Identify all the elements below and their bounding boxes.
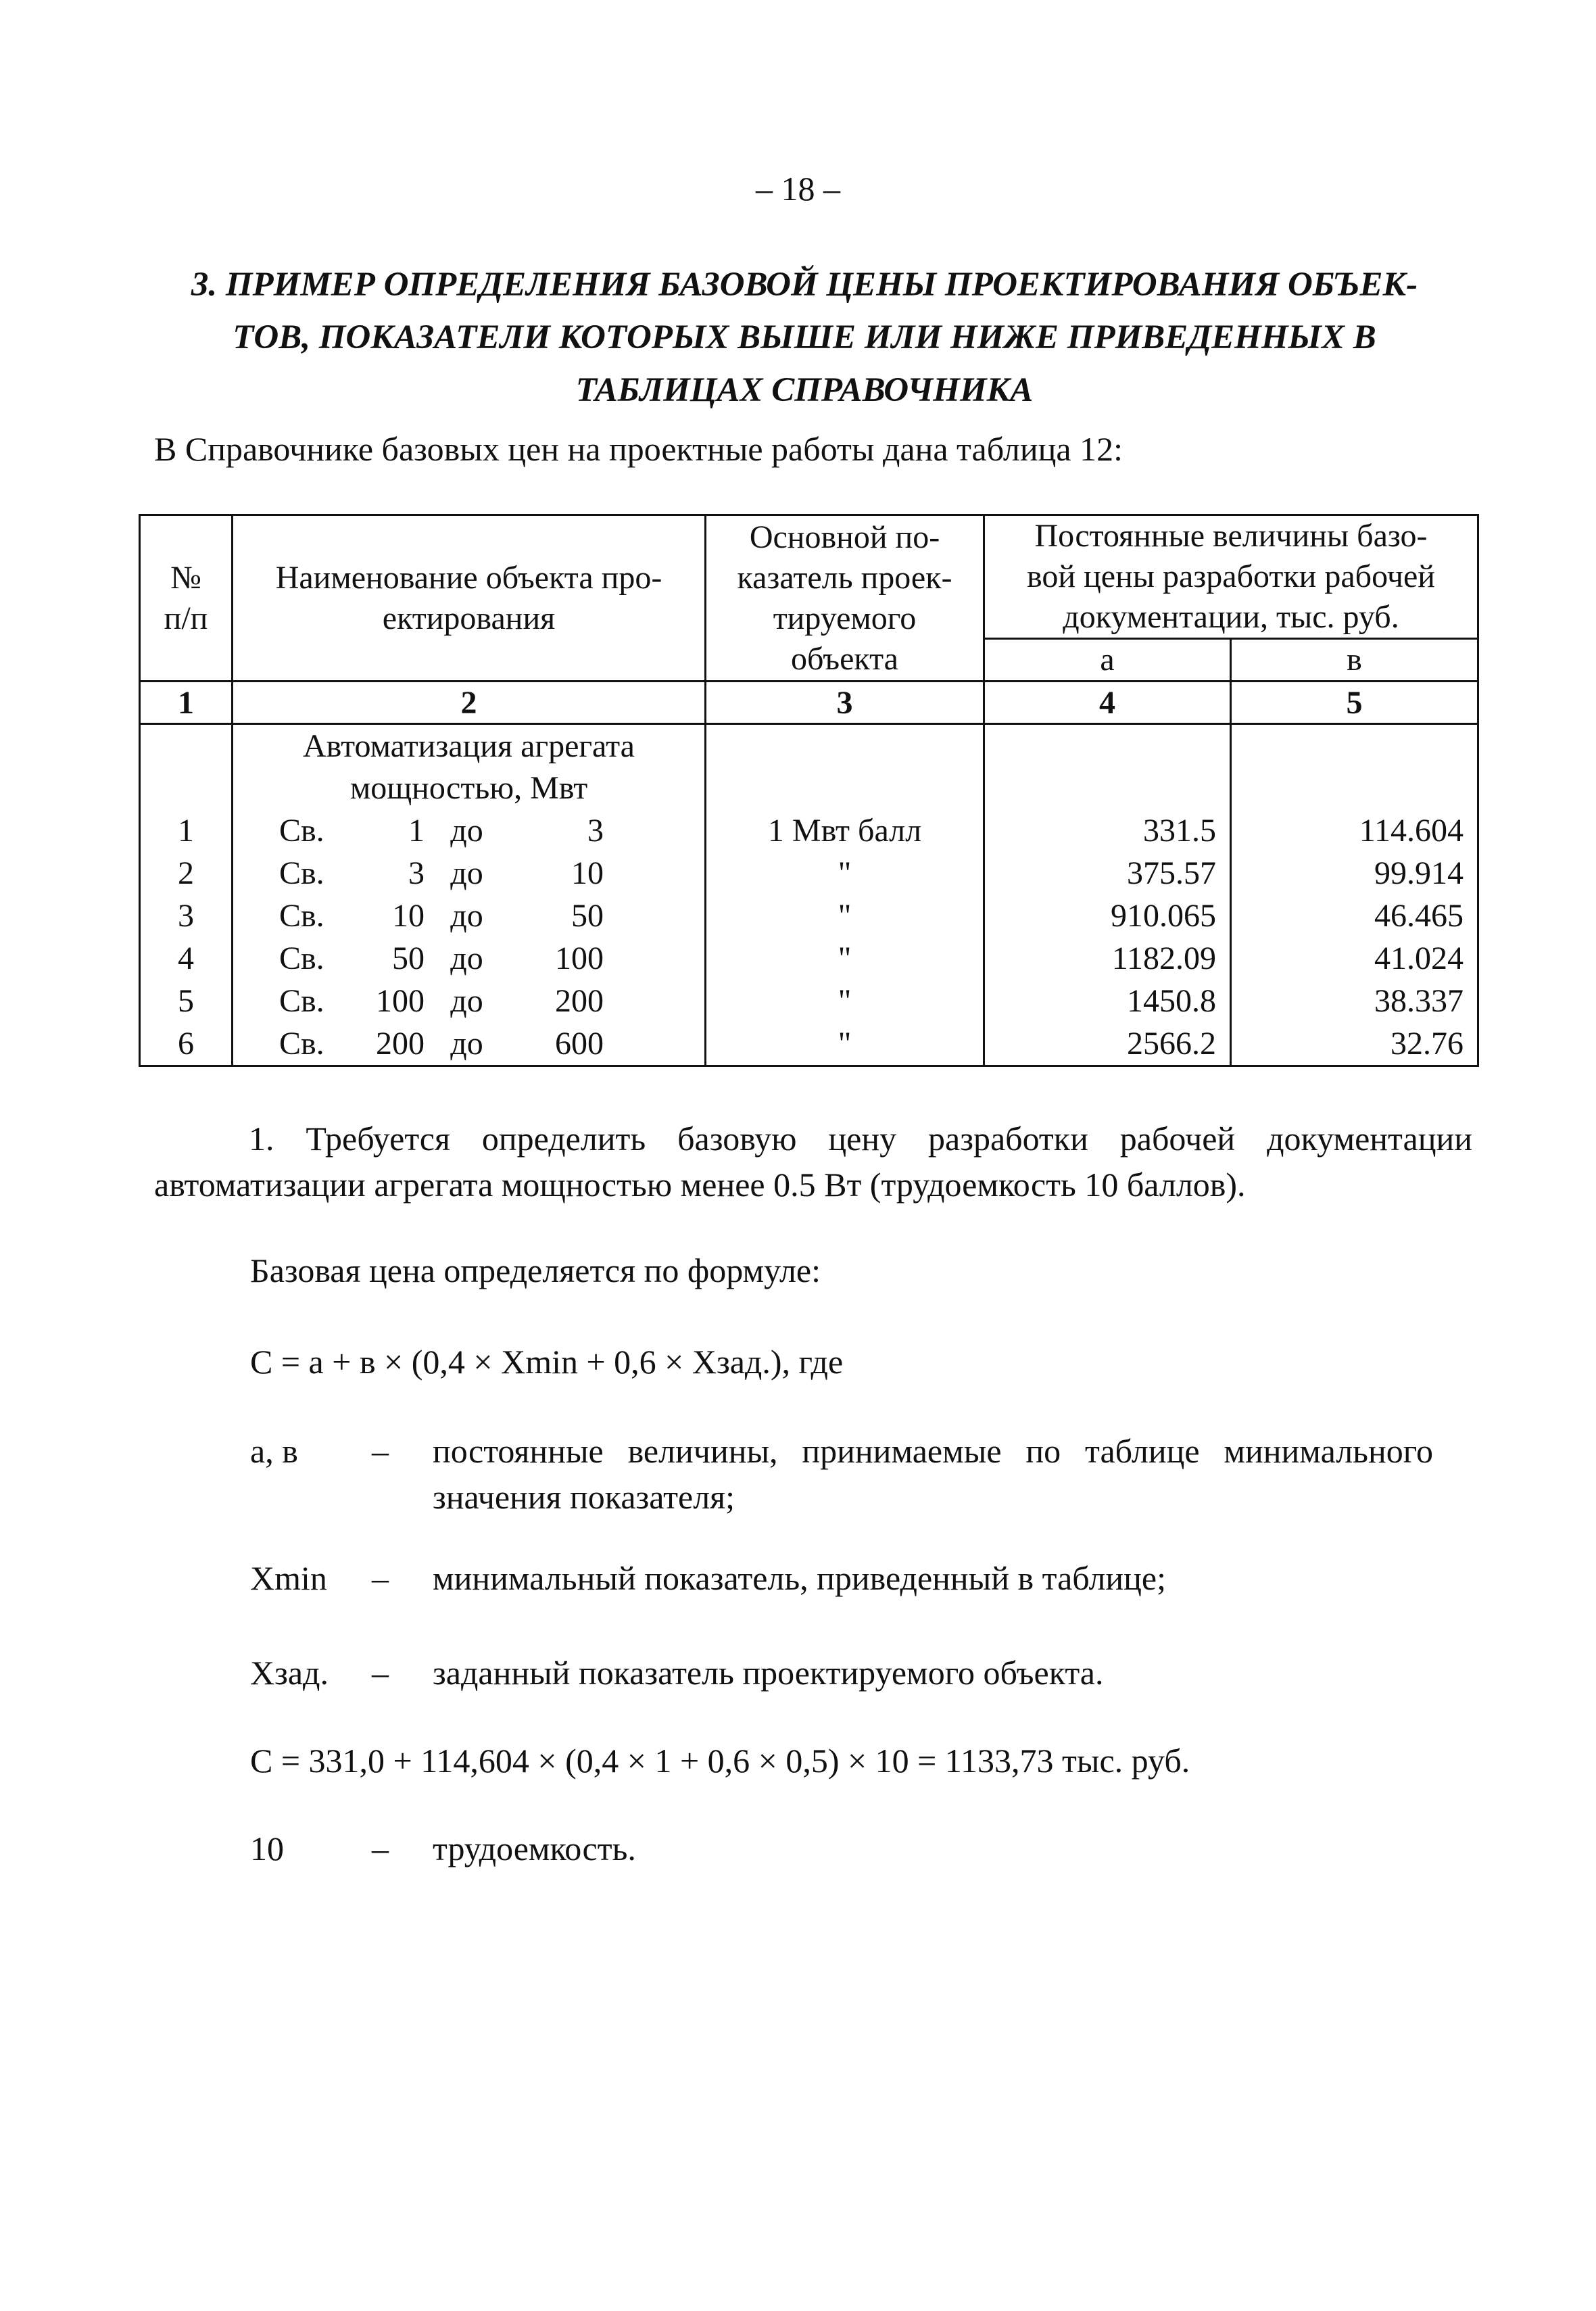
range-to: 600 [555,1026,604,1062]
definition-text [433,1428,1433,1520]
table-header-row [140,515,1478,639]
definition-text-line-1: постоянные величины, принимаемые по таблице минимального [433,1432,1433,1470]
range-from: 3 [408,855,425,891]
value-b-cell: 99.914 [1231,852,1478,895]
indicator-cell: " [706,980,984,1022]
empty-cell [706,724,984,810]
column-number: 4 [984,682,1231,724]
range-to: 3 [587,813,604,849]
section-title-line-3: ТАБЛИЦАХ СПРАВОЧНИКА [575,371,1034,409]
table-row [140,809,1478,852]
table-row [140,1022,1478,1066]
header-object-line-1: Наименование объекта про- [275,559,662,596]
value-a-cell: 375.57 [984,852,1231,895]
group-title-row [140,724,1478,810]
definition-xzad [250,1650,1433,1696]
definition-term: Xзад. [250,1654,329,1692]
header-indicator-line-1: Основной по- [749,519,940,555]
table-row [140,937,1478,980]
group-title-line-1: Автоматизация агрегата [303,728,635,764]
header-number-line-1: № [170,559,201,596]
object-range [233,852,706,895]
value-b-cell: 46.465 [1231,895,1478,937]
range-to: 10 [571,855,604,891]
definition-text-line-2: значения показателя; [433,1478,735,1516]
header-constants-line-3: документации, тыс. руб. [1063,599,1399,635]
row-number: 6 [140,1022,233,1066]
price-table [139,514,1479,1067]
header-indicator [706,515,984,682]
empty-cell [1231,724,1478,810]
row-number: 4 [140,937,233,980]
value-b-cell: 32.76 [1231,1022,1478,1066]
indicator-cell: 1 Мвт балл [706,809,984,852]
definition-dash: – [372,1830,389,1867]
indicator-cell: " [706,1022,984,1066]
range-to-word: до [450,983,483,1019]
row-number: 3 [140,895,233,937]
object-range [233,895,706,937]
row-number: 2 [140,852,233,895]
table-row [140,980,1478,1022]
page-number: – 18 – [756,170,840,208]
header-constants-line-2: вой цены разработки рабочей [1027,558,1435,594]
table-row [140,852,1478,895]
definition-ten [250,1826,1433,1872]
header-number [140,515,233,682]
definition-dash: – [372,1559,389,1597]
range-to: 200 [555,983,604,1019]
object-range [233,937,706,980]
header-indicator-line-4: объекта [791,640,898,677]
column-number: 2 [233,682,706,724]
header-object-name [233,515,706,682]
definition-term: а, в [250,1432,298,1470]
range-from: 1 [408,813,425,849]
value-a-cell: 1182.09 [984,937,1231,980]
header-constants [984,515,1478,639]
range-prefix: Св. [279,898,324,934]
table-row [140,895,1478,937]
indicator-cell: " [706,852,984,895]
section-title-line-1: 3. ПРИМЕР ОПРЕДЕЛЕНИЯ БАЗОВОЙ ЦЕНЫ ПРОЕКТИРОВАНИЯ ОБЪЕК- [191,266,1418,304]
column-number: 3 [706,682,984,724]
column-number: 5 [1231,682,1478,724]
definition-xmin [250,1555,1433,1601]
formula-intro: Базовая цена определяется по формуле: [250,1252,821,1289]
range-to-word: до [450,813,483,849]
header-col-a: а [984,639,1231,682]
row-number: 5 [140,980,233,1022]
range-from: 50 [392,940,425,976]
range-to: 50 [571,898,604,934]
range-to: 100 [555,940,604,976]
formula: С = а + в × (0,4 × Xmin + 0,6 × Xзад.), где [250,1343,844,1381]
range-prefix: Св. [279,813,324,849]
range-to-word: до [450,1026,483,1062]
header-number-line-2: п/п [164,600,208,636]
value-a-cell: 2566.2 [984,1022,1231,1066]
definition-text: заданный показатель проектируемого объекта. [433,1654,1104,1692]
empty-cell [984,724,1231,810]
section-title [135,258,1474,416]
row-number: 1 [140,809,233,852]
section-title-line-2: ТОВ, ПОКАЗАТЕЛИ КОТОРЫХ ВЫШЕ ИЛИ НИЖЕ ПРИВЕДЕННЫХ В [233,318,1376,356]
intro-paragraph: В Справочнике базовых цен на проектные работы дана таблица 12: [154,430,1123,468]
header-col-b: в [1231,639,1478,682]
task-paragraph: 1. Требуется определить базовую цену разработки рабочей документации автоматизации агрегата мощностью менее 0.5 Вт (трудоемкость 10 баллов). [154,1120,1472,1204]
value-b-cell: 114.604 [1231,809,1478,852]
column-number-row [140,682,1478,724]
indicator-cell: " [706,937,984,980]
definition-text: минимальный показатель, приведенный в таблице; [433,1559,1167,1597]
header-indicator-line-2: казатель проек- [737,559,952,596]
header-indicator-line-3: тируемого [773,600,917,636]
definition-term: 10 [250,1830,284,1867]
range-prefix: Св. [279,940,324,976]
calculation: С = 331,0 + 114,604 × (0,4 × 1 + 0,6 × 0,5) × 10 = 1133,73 тыс. руб. [250,1742,1190,1780]
range-from: 200 [376,1026,425,1062]
definition-term: Xmin [250,1559,327,1597]
object-range [233,980,706,1022]
value-b-cell: 38.337 [1231,980,1478,1022]
range-to-word: до [450,855,483,891]
group-title [233,724,706,810]
range-prefix: Св. [279,983,324,1019]
object-range [233,1022,706,1066]
definition-dash: – [372,1432,389,1470]
range-prefix: Св. [279,855,324,891]
range-prefix: Св. [279,1026,324,1062]
value-b-cell: 41.024 [1231,937,1478,980]
group-title-line-2: мощностью, Мвт [349,769,588,806]
range-to-word: до [450,898,483,934]
column-number: 1 [140,682,233,724]
range-to-word: до [450,940,483,976]
value-a-cell: 331.5 [984,809,1231,852]
definition-dash: – [372,1654,389,1692]
table-body [140,809,1478,1066]
definition-a-b [250,1428,1433,1520]
object-range [233,809,706,852]
value-a-cell: 910.065 [984,895,1231,937]
indicator-cell: " [706,895,984,937]
definition-text: трудоемкость. [433,1830,636,1867]
value-a-cell: 1450.8 [984,980,1231,1022]
range-from: 100 [376,983,425,1019]
header-object-line-2: ектирования [382,600,556,636]
range-from: 10 [392,898,425,934]
empty-cell [140,724,233,810]
header-constants-line-1: Постоянные величины базо- [1034,518,1428,554]
